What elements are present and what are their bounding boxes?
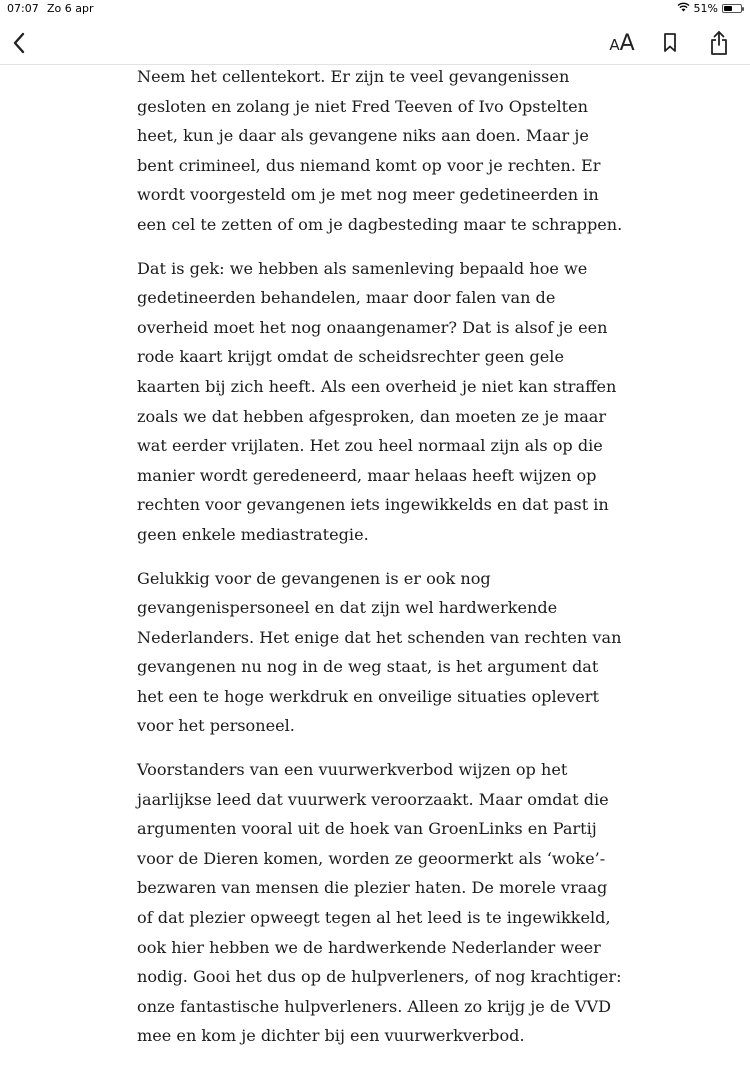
- text-size-icon: A A: [609, 30, 635, 56]
- reader-toolbar: [0, 20, 750, 65]
- chevron-left-icon: [11, 31, 27, 55]
- status-bar: [0, 0, 750, 20]
- status-date: Zo 6 apr: [47, 2, 94, 15]
- article-body: [137, 62, 627, 1065]
- article-paragraph: Neem het cellentekort. Er zijn te veel gevangenissen gesloten en zolang je niet Fred Teeven of Ivo Opstelten heet, kun je daar als gevangene niks aan doen. Maar je bent crimineel, dus niemand komt op voor je rechten. Er wordt voorgesteld om je met nog meer gedetineerden in een cel te zetten of om je dagbesteding maar te schrappen.: [137, 67, 623, 234]
- article-paragraph: Gelukkig voor de gevangenen is er ook nog gevangenispersoneel en dat zijn wel hardwerkende Nederlanders. Het enige dat het schenden van rechten van gevangenen nu nog in de weg staat, is het argument dat het een te hoge werkdruk en onveilige situaties oplevert voor het personeel.: [137, 568, 622, 736]
- share-icon: [709, 30, 729, 56]
- battery-icon: [722, 4, 742, 13]
- battery-level: [724, 6, 732, 11]
- share-button[interactable]: [702, 26, 736, 60]
- battery-percent: 51%: [693, 2, 718, 15]
- status-right: [677, 2, 742, 15]
- wifi-icon: [677, 2, 690, 15]
- status-time: 07:07: [7, 2, 39, 15]
- bookmark-icon: [662, 31, 678, 55]
- text-size-button[interactable]: [604, 26, 640, 60]
- article-paragraph: Voorstanders van een vuurwerkverbod wijzen op het jaarlijkse leed dat vuurwerk veroorzaakt. Maar omdat die argumenten vooral uit de hoek van GroenLinks en Partij voor de Dieren komen, worden ze geoormerkt als ‘woke’-bezwaren van mensen die plezier haten. De morele vraag of dat plezier opweegt tegen al het leed is te ingewikkeld, ook hier hebben we de hardwerkende Nederlander weer nodig. Gooi het dus op de hulpverleners, of nog krachtiger: onze fantastische hulpverleners. Alleen zo krijg je de VVD mee en kom je dichter bij een vuurwerkverbod.: [137, 760, 622, 1046]
- article-paragraph: Dat is gek: we hebben als samenleving bepaald hoe we gedetineerden behandelen, maar door falen van de overheid moet het nog onaangenamer? Dat is alsof je een rode kaart krijgt omdat de scheidsrechter geen gele kaarten bij zich heeft. Als een overheid je niet kan straffen zoals we dat hebben afgesproken, dan moeten ze je maar wat eerder vrijlaten. Het zou heel normaal zijn als op die manier wordt geredeneerd, maar helaas heeft wijzen op rechten voor gevangenen iets ingewikkelds en dat past in geen enkele mediastrategie.: [137, 258, 617, 544]
- bookmark-button[interactable]: [653, 26, 687, 60]
- back-button[interactable]: [2, 26, 36, 60]
